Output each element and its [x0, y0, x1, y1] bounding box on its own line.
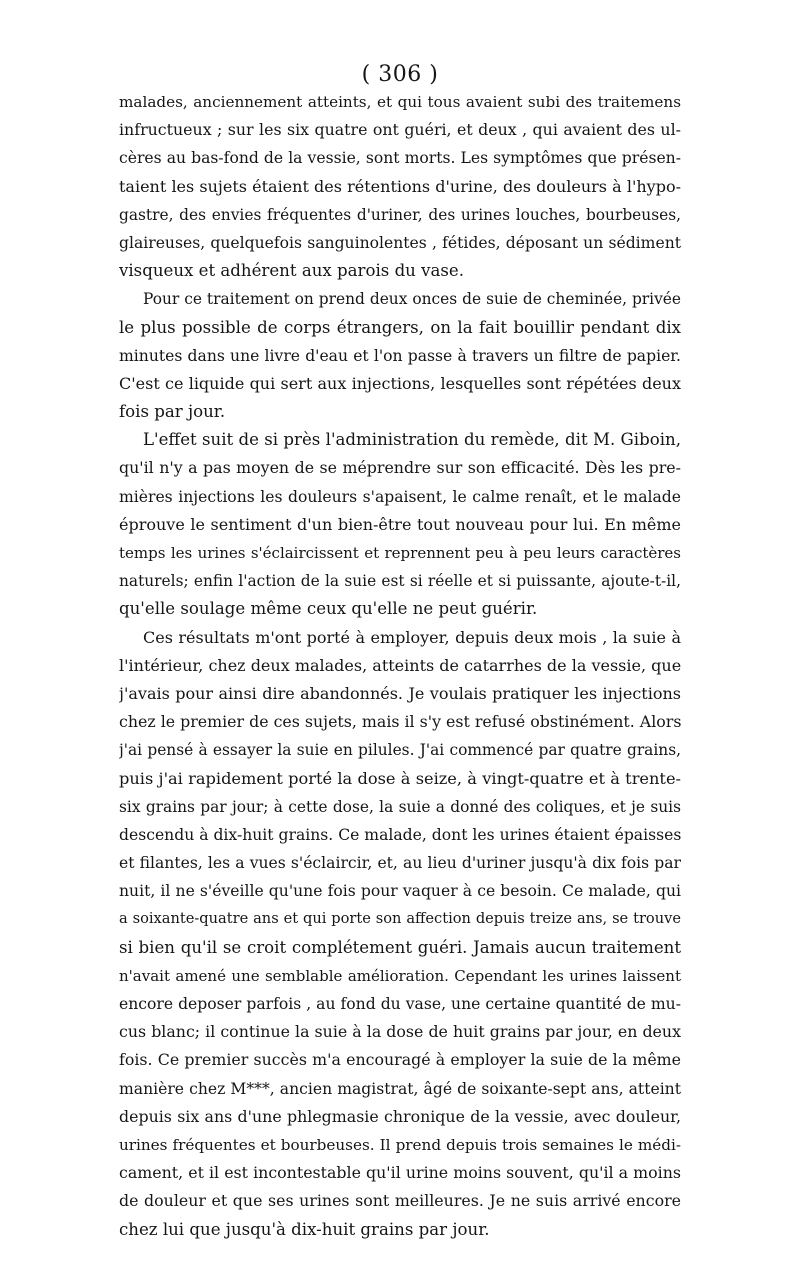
text-line: mières injections les douleurs s'apaisent, le calme renaît, et le malade [119, 487, 681, 506]
text-line: taient les sujets étaient des rétentions d'urine, des douleurs à l'hypo- [119, 176, 681, 196]
text-line: encore deposer parfois , au fond du vase, une certaine quantité de mu- [119, 995, 681, 1013]
text-line: naturels; enfin l'action de la suie est si réelle et si puissante, ajoute-t-il, [119, 572, 681, 591]
text-line: de douleur et que ses urines sont meilleures. Je ne suis arrivé encore [119, 1191, 681, 1211]
body-text [119, 88, 681, 1244]
page-number: ( 306 ) [361, 62, 439, 87]
text-line: depuis six ans d'une phlegmasie chronique de la vessie, avec douleur, [119, 1106, 681, 1126]
text-line: cères au bas-fond de la vessie, sont morts. Les symptômes que présen- [119, 149, 681, 168]
text-line: temps les urines s'éclaircissent et reprennent peu à peu leurs caractères [119, 544, 681, 562]
text-line: j'avais pour ainsi dire abandonnés. Je voulais pratiquer les injections [119, 683, 681, 703]
text-line: infructueux ; sur les six quatre ont guéri, et deux , qui avaient des ul- [119, 120, 681, 140]
text-line: glaireuses, quelquefois sanguinolentes , fétides, déposant un sédiment [119, 233, 681, 252]
text-line: visqueux et adhérent aux parois du vase. [119, 261, 465, 281]
text-line: C'est ce liquide qui sert aux injections, lesquelles sont répétées deux [119, 373, 681, 393]
text-line: qu'elle soulage même ceux qu'elle ne peut guérir. [119, 599, 538, 619]
text-line: j'ai pensé à essayer la suie en pilules. J'ai commencé par quatre grains, [119, 741, 681, 760]
text-line: manière chez M***, ancien magistrat, âgé de soixante-sept ans, atteint [119, 1079, 681, 1098]
text-line: chez lui que jusqu'à dix-huit grains par jour. [119, 1219, 490, 1239]
text-line: gastre, des envies fréquentes d'uriner, des urines louches, bourbeuses, [119, 205, 681, 224]
text-line: minutes dans une livre d'eau et l'on passe à travers un filtre de papier. [119, 346, 681, 365]
text-line: éprouve le sentiment d'un bien-être tout nouveau pour lui. En même [119, 514, 681, 534]
text-line: le plus possible de corps étrangers, on la fait bouillir pendant dix [119, 317, 681, 337]
text-line: malades, anciennement atteints, et qui tous avaient subi des traitemens [119, 93, 681, 111]
text-line: cus blanc; il continue la suie à la dose de huit grains par jour, en deux [119, 1022, 681, 1042]
text-line: l'intérieur, chez deux malades, atteints de catarrhes de la vessie, que [119, 655, 681, 675]
text-line: cament, et il est incontestable qu'il urine moins souvent, qu'il a moins [119, 1163, 681, 1183]
text-line: a soixante-quatre ans et qui porte son affection depuis treize ans, se trouve [119, 910, 681, 928]
text-line: urines fréquentes et bourbeuses. Il prend depuis trois semaines le médi- [119, 1135, 681, 1154]
text-line: Ces résultats m'ont porté à employer, depuis deux mois , la suie à [143, 627, 681, 647]
text-line: puis j'ai rapidement porté la dose à seize, à vingt-quatre et à trente- [119, 768, 681, 788]
text-line: descendu à dix-huit grains. Ce malade, dont les urines étaient épaisses [119, 825, 681, 844]
text-line: n'avait amené une semblable amélioration. Cependant les urines laissent [119, 966, 681, 985]
text-line: fois. Ce premier succès m'a encouragé à employer la suie de la même [119, 1050, 681, 1070]
text-line: chez le premier de ces sujets, mais il s'y est refusé obstinément. Alors [119, 712, 681, 732]
text-line: si bien qu'il se croit complétement guéri. Jamais aucun traitement [119, 937, 681, 957]
text-line: et filantes, les a vues s'éclaircir, et, au lieu d'uriner jusqu'à dix fois par [119, 854, 681, 873]
text-line: qu'il n'y a pas moyen de se méprendre sur son efficacité. Dès les pre- [119, 458, 681, 478]
text-line: Pour ce traitement on prend deux onces de suie de cheminée, privée [143, 290, 681, 309]
text-line: fois par jour. [119, 402, 226, 422]
text-line: L'effet suit de si près l'administration du remède, dit M. Giboin, [143, 430, 681, 450]
text-line: nuit, il ne s'éveille qu'une fois pour vaquer à ce besoin. Ce malade, qui [119, 882, 681, 901]
text-line: six grains par jour; à cette dose, la suie a donné des coliques, et je suis [119, 797, 681, 816]
